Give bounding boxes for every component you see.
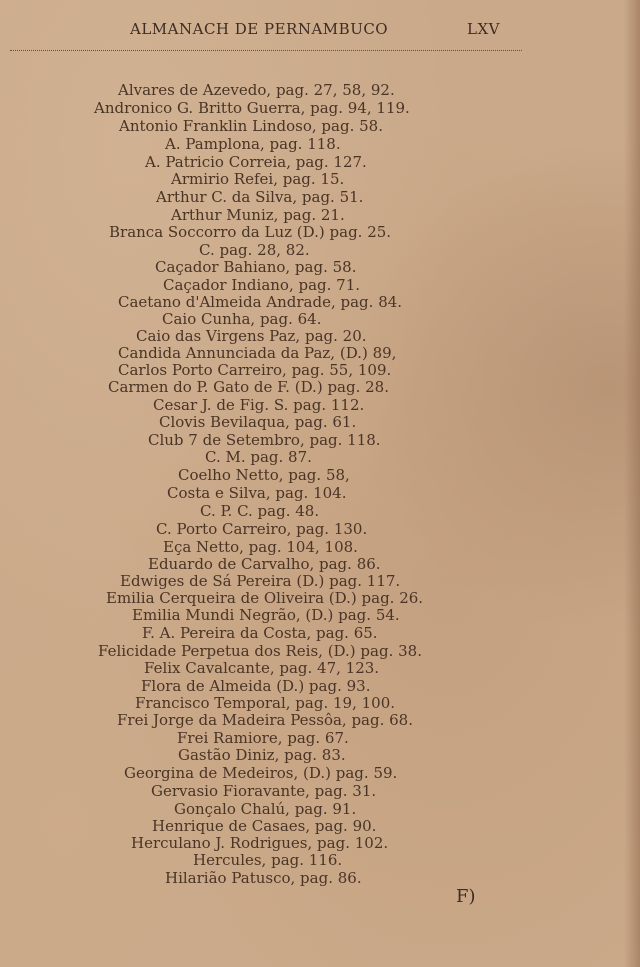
index-entry: Gastão Diniz, pag. 83.: [178, 746, 346, 764]
index-entry: Hilarião Patusco, pag. 86.: [165, 869, 362, 887]
index-entry: Caçador Indiano, pag. 71.: [163, 276, 361, 294]
index-entry: Caio das Virgens Paz, pag. 20.: [136, 327, 367, 345]
index-entry: Costa e Silva, pag. 104.: [167, 484, 347, 502]
index-entry: Hercules, pag. 116.: [193, 851, 343, 869]
index-entry: Henrique de Casaes, pag. 90.: [152, 817, 377, 835]
index-entry: Arthur C. da Silva, pag. 51.: [156, 188, 364, 206]
index-entry: F. A. Pereira da Costa, pag. 65.: [142, 624, 378, 642]
index-entry: Carlos Porto Carreiro, pag. 55, 109.: [118, 361, 392, 379]
page-edge-shadow: [624, 0, 640, 967]
index-entry: Felix Cavalcante, pag. 47, 123.: [144, 659, 380, 677]
index-entry: A. Pamplona, pag. 118.: [165, 135, 341, 153]
index-entry: C. M. pag. 87.: [205, 448, 312, 466]
index-entry: Arthur Muniz, pag. 21.: [171, 206, 345, 224]
index-entry: Armirio Refei, pag. 15.: [171, 170, 345, 188]
index-entry: Club 7 de Setembro, pag. 118.: [148, 431, 381, 449]
signature-mark: F): [456, 886, 476, 907]
index-entry: Flora de Almeida (D.) pag. 93.: [141, 677, 371, 695]
index-entry: Frei Jorge da Madeira Pessôa, pag. 68.: [117, 711, 413, 729]
index-entry: Eduardo de Carvalho, pag. 86.: [148, 555, 381, 573]
index-entry: Caçador Bahiano, pag. 58.: [155, 258, 357, 276]
index-entry: C. Porto Carreiro, pag. 130.: [156, 520, 368, 538]
index-entry: Emilia Mundi Negrão, (D.) pag. 54.: [132, 606, 400, 624]
index-entry: Andronico G. Britto Guerra, pag. 94, 119.: [94, 99, 410, 117]
index-entry: Eça Netto, pag. 104, 108.: [163, 538, 358, 556]
index-entry: Antonio Franklin Lindoso, pag. 58.: [119, 117, 383, 135]
index-entry: Herculano J. Rodrigues, pag. 102.: [131, 834, 389, 852]
index-entry: Felicidade Perpetua dos Reis, (D.) pag. 38.: [98, 642, 422, 660]
index-entry: Gonçalo Chalú, pag. 91.: [174, 800, 357, 818]
index-entry: Edwiges de Sá Pereira (D.) pag. 117.: [120, 572, 401, 590]
running-title: ALMANACH DE PERNAMBUCO: [130, 20, 389, 38]
index-entry: Alvares de Azevedo, pag. 27, 58, 92.: [118, 81, 395, 99]
index-entry: Francisco Temporal, pag. 19, 100.: [135, 694, 396, 712]
index-entry: A. Patricio Correia, pag. 127.: [145, 153, 367, 171]
index-entry: Candida Annunciada da Paz, (D.) 89,: [118, 344, 397, 362]
index-entry: Coelho Netto, pag. 58,: [178, 466, 350, 484]
index-entry: Frei Ramiore, pag. 67.: [177, 729, 349, 747]
index-entry: Cesar J. de Fig. S. pag. 112.: [153, 396, 365, 414]
index-entry: C. P. C. pag. 48.: [200, 502, 320, 520]
index-entry: Branca Soccorro da Luz (D.) pag. 25.: [109, 223, 392, 241]
index-entry: Gervasio Fioravante, pag. 31.: [151, 782, 377, 800]
index-entry: C. pag. 28, 82.: [199, 241, 310, 259]
page-number: LXV: [467, 20, 500, 38]
index-entry: Emilia Cerqueira de Oliveira (D.) pag. 26.: [106, 589, 424, 607]
index-entry: Carmen do P. Gato de F. (D.) pag. 28.: [108, 378, 389, 396]
index-entry: Caetano d'Almeida Andrade, pag. 84.: [118, 293, 403, 311]
index-entry: Caio Cunha, pag. 64.: [162, 310, 322, 328]
index-entry: Georgina de Medeiros, (D.) pag. 59.: [124, 764, 398, 782]
index-entry: Clovis Bevilaqua, pag. 61.: [159, 413, 357, 431]
